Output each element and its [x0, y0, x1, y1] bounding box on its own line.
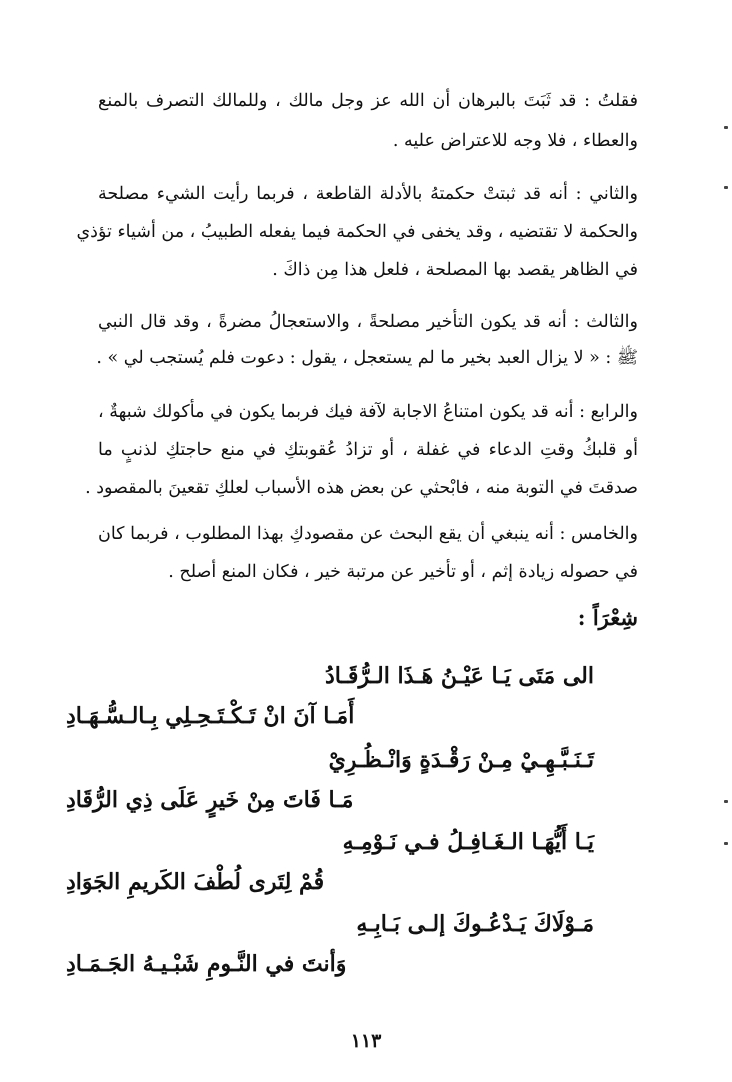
paragraph-2-line-2: والحكمة لا تقتضيه ، وقد يخفى في الحكمة فيما يفعله الطبيبُ ، من أشياء تؤذي [76, 222, 638, 242]
poem-verse-1: الى مَتَى يَـا عَيْـنُ هَـذَا الـرُّقَـادُ [324, 663, 594, 689]
paragraph-1-line-1: فقلتُ : قد ثَبَتَ بالبرهان أن الله عز وجل مالك ، وللمالك التصرف بالمنع [98, 91, 638, 111]
paragraph-2-line-1: والثاني : أنه قد ثبتتْ حكمتهُ بالأدلة القاطعة ، فربما رأيت الشيء مصلحة [98, 184, 638, 204]
poem-verse-8: وَأنتَ في النَّـومِ شَبْـيـهُ الجَـمَـادِ [66, 951, 347, 977]
poem-verse-3: تَـنَـبَّـهِـيْ مِـنْ رَقْـدَةٍ وَانْـظُـرِيْ [328, 747, 594, 773]
paragraph-5-line-2: في حصوله زيادة إثم ، أو تأخير عن مرتبة خير ، فكان المنع أصلح . [168, 562, 638, 582]
poem-verse-4: مَـا فَاتَ مِنْ خَيرٍ عَلَى ذِي الرُّقَادِ [66, 787, 354, 813]
paragraph-1-line-2: والعطاء ، فلا وجه للاعتراض عليه . [392, 131, 638, 151]
poem-verse-7: مَـوْلَاكَ يَـدْعُـوكَ إلـى بَـابِـهِ [356, 911, 594, 937]
poem-verse-2: أَمَـا آنَ انْ تَـكْـتَـحِـلِي بِـالـسُّـهَـادِ [66, 703, 355, 729]
paragraph-2-line-3: في الظاهر يقصد بها المصلحة ، فلعل هذا مِن ذاكَ . [272, 260, 638, 280]
paragraph-3-line-2: ﷺ : « لا يزال العبد بخير ما لم يستعجل ، يقول : دعوت فلم يُستجب لي » . [96, 348, 638, 368]
page-number: ١١٣ [350, 1030, 382, 1052]
paragraph-4-line-2: أو قلبكُ وقتِ الدعاء في غفلة ، أو تزادُ عُقوبتكِ في منع حاجتكِ لذنبٍ ما [98, 440, 638, 460]
poem-heading: شِعْرَاً : [577, 605, 638, 630]
paragraph-5-line-1: والخامس : أنه ينبغي أن يقع البحث عن مقصودكِ بهذا المطلوب ، فربما كان [98, 524, 638, 544]
scan-mark [724, 126, 728, 129]
scan-mark [724, 800, 728, 803]
scan-mark [724, 842, 728, 845]
scan-mark [724, 186, 728, 189]
poem-verse-6: قُمْ لِتَرى لُطْفَ الكَريمِ الجَوَادِ [66, 869, 325, 895]
paragraph-4-line-3: صدقتَ في التوبة منه ، فابْحثي عن بعض هذه الأسباب لعلكِ تقعينَ بالمقصود . [85, 478, 638, 498]
poem-verse-5: يَـا أَيُّهَـا الـغَـافِـلُ فـي نَـوْمِـهِ [342, 829, 594, 855]
paragraph-3-line-1: والثالث : أنه قد يكون التأخير مصلحةً ، والاستعجالُ مضرةً ، وقد قال النبي [98, 312, 638, 332]
paragraph-4-line-1: والرابع : أنه قد يكون امتناعُ الاجابة لآفة فيك فربما يكون في مأكولك شبهةٌ ، [98, 402, 638, 422]
